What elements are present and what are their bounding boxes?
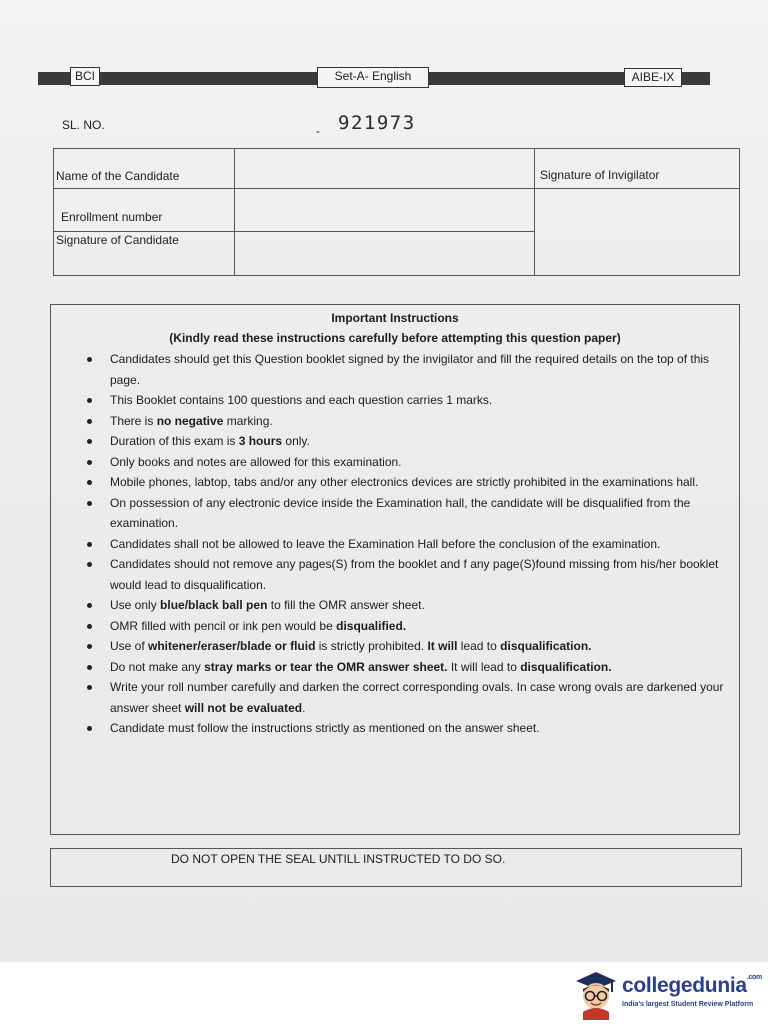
instruction-text: Do not make any [110, 659, 205, 674]
instructions-title: Important Instructions [331, 311, 459, 325]
instruction-text: Candidates should not remove any pages(S) from the booklet and f any page(S)found missing from his/her booklet would lead to disqualification. [110, 557, 719, 592]
instruction-item [109, 636, 729, 657]
instruction-text: Candidates shall not be allowed to leave the Examination Hall before the conclusion of the examination. [110, 536, 661, 551]
bullet-icon [87, 665, 92, 670]
instruction-text: It will lead to [447, 659, 521, 674]
instruction-emphasis: It will [427, 639, 458, 653]
instruction-item [109, 595, 729, 616]
instruction-text: . [302, 700, 306, 715]
serial-label: SL. NO. [62, 118, 105, 132]
instruction-text: marking. [223, 413, 273, 428]
table-border-top [53, 148, 740, 149]
exam-tag: AIBE-IX [624, 68, 682, 87]
instruction-item [109, 616, 729, 637]
brand-name-text: collegedunia [622, 974, 747, 997]
instruction-text: There is [110, 413, 157, 428]
instruction-item [109, 349, 729, 390]
instruction-text: This Booklet contains 100 questions and each question carries 1 marks. [110, 393, 493, 407]
instruction-text: Use only [110, 598, 161, 612]
instruction-emphasis: 3 hours [238, 434, 283, 448]
instruction-emphasis: blue/black ball pen [160, 598, 268, 612]
table-border-left [53, 148, 54, 276]
instruction-text: Candidate must follow the instructions strictly as mentioned on the answer sheet. [110, 721, 540, 735]
brand-suffix: .com [746, 974, 762, 981]
instruction-item [109, 718, 729, 739]
instruction-emphasis: stray marks or tear the OMR answer sheet. [204, 659, 448, 674]
instruction-text: to fill the OMR answer sheet. [267, 598, 425, 612]
instructions-subtitle: (Kindly read these instructions carefully before attempting this question paper) [169, 331, 621, 345]
set-tag: Set-A- English [317, 67, 429, 88]
enrollment-number-label: Enrollment number [61, 210, 163, 224]
bullet-icon [87, 562, 92, 567]
instruction-emphasis: will not be evaluated [184, 700, 303, 715]
serial-dash: - [316, 124, 320, 138]
instruction-item [109, 472, 729, 493]
bullet-icon [87, 726, 92, 731]
bullet-icon [87, 501, 92, 506]
instruction-text: Use of [110, 639, 149, 653]
instruction-item [109, 534, 729, 555]
instruction-item [109, 493, 729, 534]
seal-notice-text: DO NOT OPEN THE SEAL UNTILL INSTRUCTED TO DO SO. [171, 852, 506, 866]
instructions-list [109, 349, 729, 739]
instruction-emphasis: whitener/eraser/blade or fluid [148, 639, 316, 653]
bullet-icon [87, 439, 92, 444]
bullet-icon [87, 542, 92, 547]
table-divider-row1 [53, 188, 740, 189]
bullet-icon [87, 398, 92, 403]
name-of-candidate-label: Name of the Candidate [56, 169, 180, 183]
serial-number: 921973 [338, 112, 416, 134]
student-mascot-icon [572, 968, 618, 1020]
instruction-text: Write your roll number carefully and darken the correct corresponding ovals. In case wrong ovals are darkened your answer sheet [110, 680, 724, 715]
brand-name [622, 974, 762, 998]
instruction-item [109, 431, 729, 452]
table-divider-col2 [534, 148, 535, 276]
instructions-box [50, 304, 740, 835]
table-border-bottom [53, 275, 740, 276]
instruction-item [109, 554, 729, 595]
instruction-item [109, 657, 729, 678]
instruction-item [109, 677, 729, 718]
instruction-text: Candidates should get this Question booklet signed by the invigilator and fill the required details on the top of this page. [110, 352, 710, 387]
instruction-item [109, 390, 729, 411]
bullet-icon [87, 685, 92, 690]
instruction-text: is strictly prohibited. [315, 639, 428, 653]
bullet-icon [87, 603, 92, 608]
instruction-text: Mobile phones, labtop, tabs and/or any other electronics devices are strictly prohibited in the examinations hall. [110, 475, 699, 489]
bullet-icon [87, 644, 92, 649]
instruction-emphasis: no negative [156, 413, 224, 428]
instruction-text: OMR filled with pencil or ink pen would be [110, 618, 337, 633]
council-tag: BCI [70, 67, 100, 86]
bullet-icon [87, 480, 92, 485]
signature-of-candidate-label: Signature of Candidate [56, 233, 179, 247]
bullet-icon [87, 419, 92, 424]
bullet-icon [87, 624, 92, 629]
instruction-emphasis: disqualification. [500, 639, 592, 653]
table-divider-row2 [53, 231, 534, 232]
instruction-text: only. [282, 434, 310, 448]
seal-notice-box [50, 848, 742, 887]
collegedunia-watermark [572, 966, 762, 1022]
instruction-text: lead to [457, 639, 501, 653]
candidate-info-table [53, 148, 740, 276]
instruction-emphasis: disqualification. [520, 659, 612, 674]
instruction-item [109, 411, 729, 432]
table-divider-col1 [234, 148, 235, 276]
table-border-right [739, 148, 740, 276]
bullet-icon [87, 357, 92, 362]
instruction-text: Duration of this exam is [110, 434, 239, 448]
brand-tagline: India's largest Student Review Platform [622, 1001, 754, 1008]
instruction-text: On possession of any electronic device inside the Examination hall, the candidate will be disqualified from the examination. [110, 495, 691, 530]
instruction-emphasis: disqualified. [336, 618, 407, 633]
instruction-item [109, 452, 729, 473]
signature-of-invigilator-label: Signature of Invigilator [540, 168, 660, 182]
instruction-text: Only books and notes are allowed for this examination. [110, 454, 402, 469]
bullet-icon [87, 460, 92, 465]
